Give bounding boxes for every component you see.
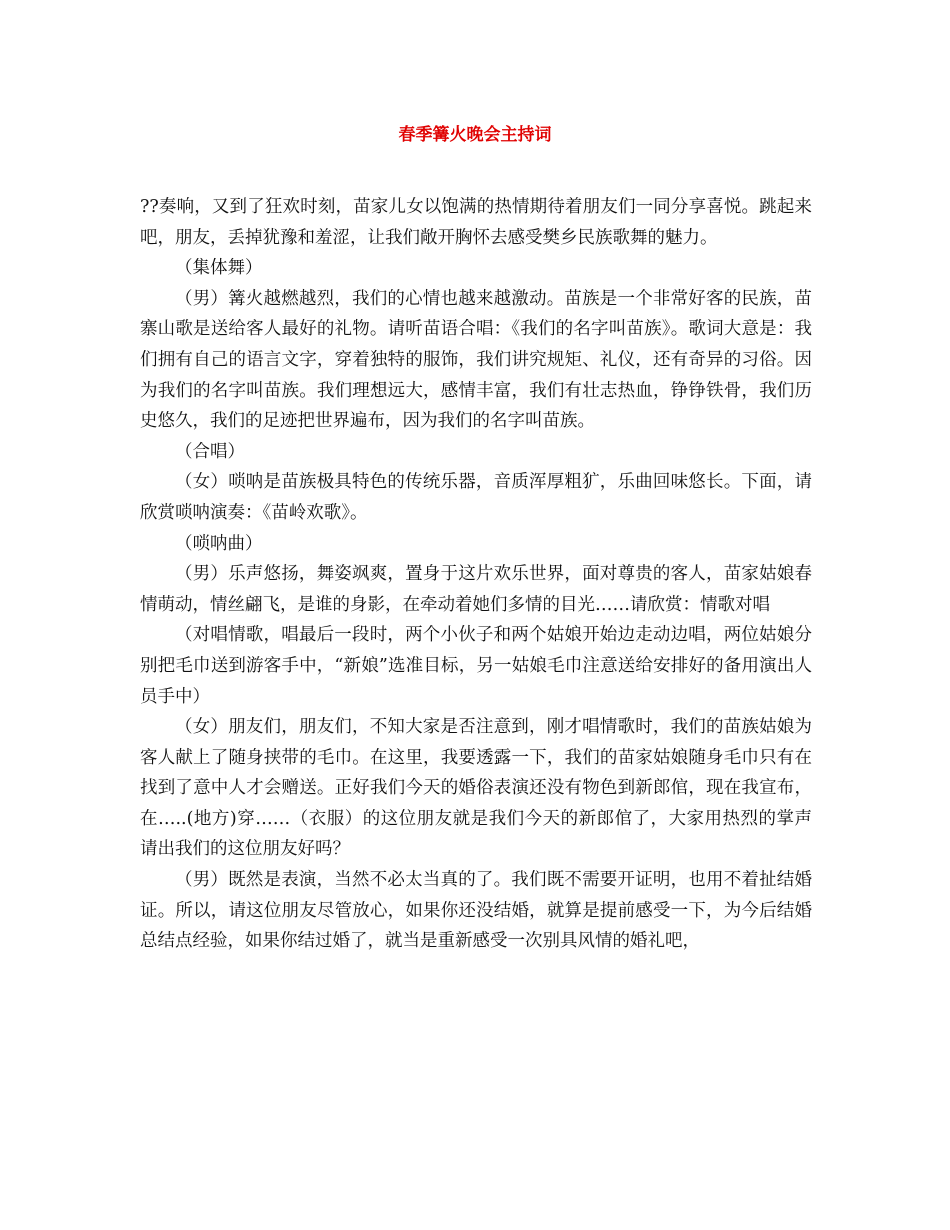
stage-direction-chorus: （合唱）	[175, 441, 245, 462]
paragraph-female-host-1: （女）唢呐是苗族极具特色的传统乐器，音质浑厚粗犷，乐曲回味悠长。下面，请欣赏唢呐演奏：《苗岭欢歌》。	[140, 472, 812, 523]
stage-direction-group-dance: （集体舞）	[175, 258, 263, 279]
document-body	[140, 192, 812, 957]
stage-direction-suona: （唢呐曲）	[175, 533, 263, 554]
document-title: 春季篝火晚会主持词	[398, 125, 552, 145]
stage-direction-duet: （对唱情歌，唱最后一段时，两个小伙子和两个姑娘开始边走动边唱，两位姑娘分别把毛巾送到游客手中，“新娘”选准目标，另一姑娘毛巾注意送给安排好的备用演出人员手中）	[140, 625, 812, 707]
paragraph-opening: ??奏响，又到了狂欢时刻，苗家儿女以饱满的热情期待着朋友们一同分享喜悦。跳起来吧，朋友，丢掉犹豫和羞涩，让我们敞开胸怀去感受樊乡民族歌舞的魅力。	[140, 197, 812, 248]
paragraph-male-host-3: （男）既然是表演，当然不必太当真的了。我们既不需要开证明，也用不着扯结婚证。所以，请这位朋友尽管放心，如果你还没结婚，就算是提前感受一下，为今后结婚总结点经验，如果你结过婚了，就当是重新感受一次别具风情的婚礼吧，	[140, 870, 812, 952]
paragraph-male-host-1: （男）篝火越燃越烈，我们的心情也越来越激动。苗族是一个非常好客的民族，苗寨山歌是送给客人最好的礼物。请听苗语合唱：《我们的名字叫苗族》。歌词大意是：我们拥有自己的语言文字，穿着独特的服饰，我们讲究规矩、礼仪，还有奇异的习俗。因为我们的名字叫苗族。我们理想远大，感情丰富，我们有壮志热血，铮铮铁骨，我们历史悠久，我们的足迹把世界遍布，因为我们的名字叫苗族。	[140, 288, 812, 432]
paragraph-male-host-2: （男）乐声悠扬，舞姿飒爽，置身于这片欢乐世界，面对尊贵的客人，苗家姑娘春情萌动，情丝翩飞，是谁的身影，在牵动着她们多情的目光……请欣赏：情歌对唱	[140, 564, 812, 615]
paragraph-female-host-2: （女）朋友们，朋友们，不知大家是否注意到，刚才唱情歌时，我们的苗族姑娘为客人献上了随身挟带的毛巾。在这里，我要透露一下，我们的苗家姑娘随身毛巾只有在找到了意中人才会赠送。正好我们今天的婚俗表演还没有物色到新郎倌，现在我宣布，在…..(地方)穿……（衣服）的这位朋友就是我们今天的新郎倌了，大家用热烈的掌声请出我们的这位朋友好吗？	[140, 717, 812, 860]
